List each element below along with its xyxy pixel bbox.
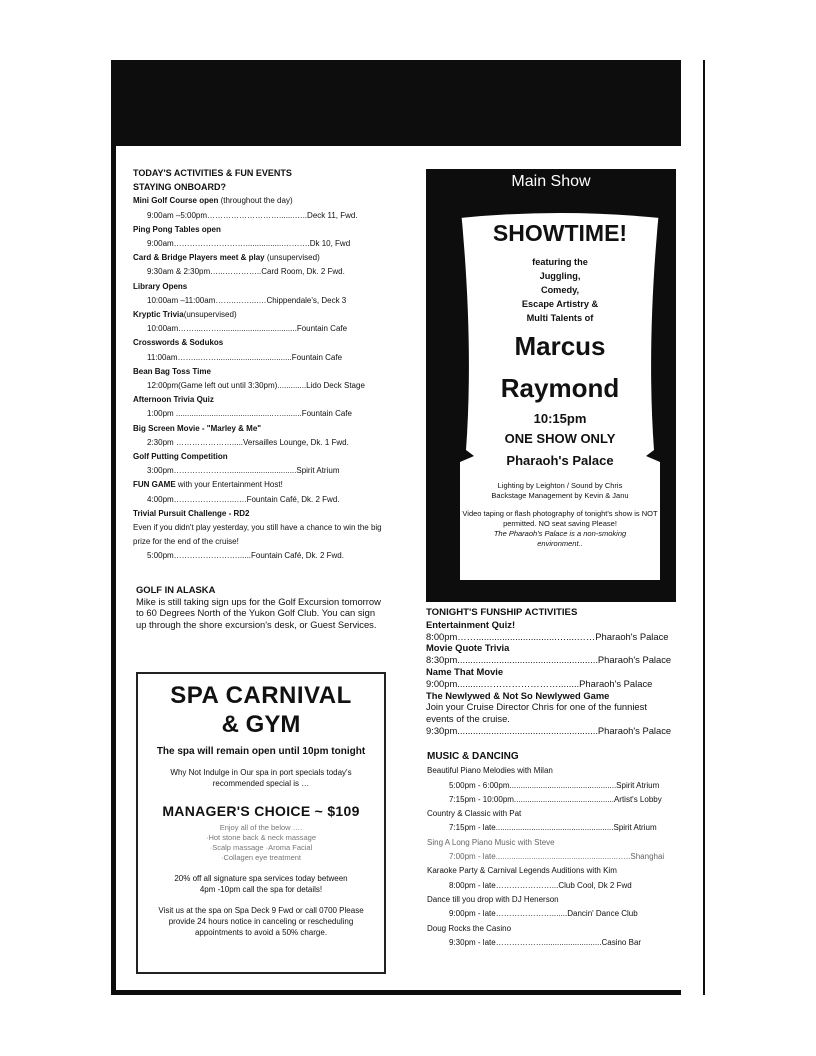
spa-list-item: ·Collagen eye treatment [220,853,302,862]
music-item-line: 9:00pm - late………………….......Dancin' Dance Club [449,909,638,919]
activity-title: Library Opens [133,281,188,291]
activity-title: Kryptic Trivia [133,310,184,320]
activity-description: Even if you didn't play yesterday, you still have a chance to win the big prize for the end of the cruise! [133,523,382,547]
spa-title-gym: & GYM [221,711,301,738]
featuring-line: featuring the [532,257,588,267]
activity-title: Ping Pong Tables open [133,224,221,234]
show-time: 10:15pm [533,411,587,426]
activity-detail: 11:00am……...……..................................Fountain Cafe [147,352,343,362]
activity-detail: 10:00am –11:00am……..……...…Chippendale's, Deck 3 [147,295,347,305]
activity-item [133,393,383,407]
performer-first-name: Marcus [514,331,606,361]
activity-title: Crosswords & Sodukos [133,338,224,348]
funship-item-line: 8:30pm......................................................Pharaoh's Palace [426,654,672,666]
activity-title: Big Screen Movie - "Marley & Me" [133,423,262,433]
activity-note: (unsupervised) [183,310,237,320]
funship-item-title: Movie Quote Trivia [426,642,510,654]
show-featuring [462,255,658,325]
activity-detail: 3:00pm…………………..............................Spirit Atrium [147,466,340,476]
daytime-activities [133,166,383,564]
activity-detail: 12:00pm(Game left out until 3:30pm).............Lido Deck Stage [147,381,365,391]
show-notice: Video taping or flash photography of tonight's show is NOT permitted. NO seat saving Please! [462,509,658,528]
activity-item [133,223,383,237]
music-item-line: 7:00pm - late.......................................................…..Shanghai [449,852,665,862]
spa-list-item: ·Scalp massage ·Aroma Facial [209,843,313,852]
activity-detail: 4:00pm…………………...….Fountain Café, Dk. 2 Fwd. [147,494,340,504]
music-heading: MUSIC & DANCING [427,751,519,762]
activity-item [133,194,383,208]
activity-detail: 9:00am –5:00pm……………………….......…..Deck 11, Fwd. [147,210,358,220]
activity-title: Afternoon Trivia Quiz [133,395,214,405]
featuring-line: Escape Artistry & [521,299,599,309]
funship-heading: TONIGHT'S FUNSHIP ACTIVITIES [426,607,578,618]
spa-list-intro: Enjoy all of the below …. [219,823,303,832]
activity-item [133,251,383,265]
showtime-heading: SHOWTIME! [492,220,628,246]
featuring-line: Comedy, [540,285,580,295]
torn-edge [681,60,703,995]
featuring-line: Juggling, [539,271,581,281]
show-credits [462,481,658,501]
activity-detail: 10:00am……....……...................................Fountain Cafe [147,324,348,334]
funship-activities [426,607,676,737]
activity-title: Golf Putting Competition [133,452,228,462]
credits-line: Lighting by Leighton / Sound by Chris [497,481,623,490]
activity-title: Trivial Pursuit Challenge - RD2 [133,508,250,518]
activity-item [133,365,383,379]
spa-list-item: ·Hot stone back & neck massage [205,833,317,842]
activity-detail: 1:00pm ............................................….........Fountain Cafe [147,409,352,419]
activity-detail: 9:00am……………………….................……….Dk 10, Fwd [147,239,351,249]
music-item-title: Country & Classic with Pat [427,809,522,819]
music-item-line: 9:30pm - late………………..........................Casino Bar [449,937,642,947]
show-venue: Pharaoh's Palace [506,453,614,468]
funship-item-line: 9:00pm..........……………………........Pharaoh's Palace [426,677,653,689]
funship-item-title: Entertainment Quiz! [426,618,516,630]
activity-title: FUN GAME [133,480,176,490]
spa-hours: The spa will remain open until 10pm tonight [156,746,366,757]
golf-notice [136,584,386,630]
activity-item [133,280,383,294]
spa-contact: Visit us at the spa on Spa Deck 9 Fwd or call 0700 Please provide 24 hours notice in canceling or rescheduling appointments to avoid a 50% charge. [158,906,364,937]
performer-last-name: Raymond [500,373,620,403]
music-item-title: Karaoke Party & Carnival Legends Auditions with Kim [427,866,617,876]
music-item-line: 7:15pm - 10:00pm.............................................Artist's Lobby [449,794,662,804]
funship-item-title: The Newlywed & Not So Newlywed Game [426,689,610,701]
managers-choice: MANAGER'S CHOICE ~ $109 [162,803,360,819]
music-item-title: Sing A Long Piano Music with Steve [427,837,555,847]
activity-detail: 9:30am & 2:30pm…...…………..Card Room, Dk. 2 Fwd. [147,267,345,277]
music-item-title: Beautiful Piano Melodies with Milan [427,766,553,776]
show-details [462,220,658,549]
activity-item [133,308,383,322]
spa-special-intro: Why Not Indulge in Our spa in port specials today's recommended special is … [170,768,352,788]
featuring-line: Multi Talents of [526,313,594,323]
music-item-line: 8:00pm - late…………………...Club Cool, Dk 2 Fwd [449,880,632,890]
show-smoking-notice: The Pharaoh's Palace is a non-smoking environment.. [493,529,627,548]
section-subheading: STAYING ONBOARD? [133,182,227,193]
activity-item [133,422,383,436]
main-show-label: Main Show [511,173,591,190]
funship-item-title: Name That Movie [426,665,504,677]
music-item-title: Doug Rocks the Casino [427,923,512,933]
activity-item [133,507,383,521]
show-only: ONE SHOW ONLY [504,431,616,446]
activity-title: Mini Golf Course open [133,196,219,206]
music-item-line: 7:15pm - late.....................................................Spirit Atrium [449,823,657,833]
activity-detail: 5:00pm……………………......Fountain Café, Dk. 2 Fwd. [147,551,344,561]
credits-line: Backstage Management by Kevin & Janu [491,491,629,500]
activity-note: (throughout the day) [218,196,293,206]
activity-title: Bean Bag Toss Time [133,366,211,376]
funship-item-line: 8:00pm……...............................…....……Pharaoh's Palace [426,630,669,642]
activity-note: (unsupervised) [264,253,320,263]
spa-title: SPA CARNIVAL [170,682,352,709]
activity-item [133,450,383,464]
activity-detail: 2:30pm ………………….....Versailles Lounge, Dk. 1 Fwd. [147,437,349,447]
music-item-title: Dance till you drop with DJ Henerson [427,894,559,904]
activity-note: with your Entertainment Host! [175,480,283,490]
section-heading: TODAY'S ACTIVITIES & FUN EVENTS [133,168,292,178]
funship-item-line: 9:30pm......................................................Pharaoh's Palace [426,724,672,736]
funship-item-description: Join your Cruise Director Chris for one of the funniest events of the cruise. [426,701,647,725]
music-dancing [427,750,675,950]
golf-text: Mike is still taking sign ups for the Golf Excursion tomorrow to 60 Degrees North of the Yukon Golf Club. You can sign up through the shore excursion's desk, or Guest Services. [136,595,381,630]
golf-heading: GOLF IN ALASKA [136,584,216,595]
activity-item [133,336,383,350]
music-item-line: 5:00pm - 6:00pm................................................Spirit Atrium [449,780,660,790]
spa-box [136,672,386,974]
activity-title: Card & Bridge Players meet & play [133,253,265,263]
activity-item [133,478,383,492]
spa-discount: 20% off all signature spa services today between 4pm -10pm call the spa for details! [174,874,348,894]
